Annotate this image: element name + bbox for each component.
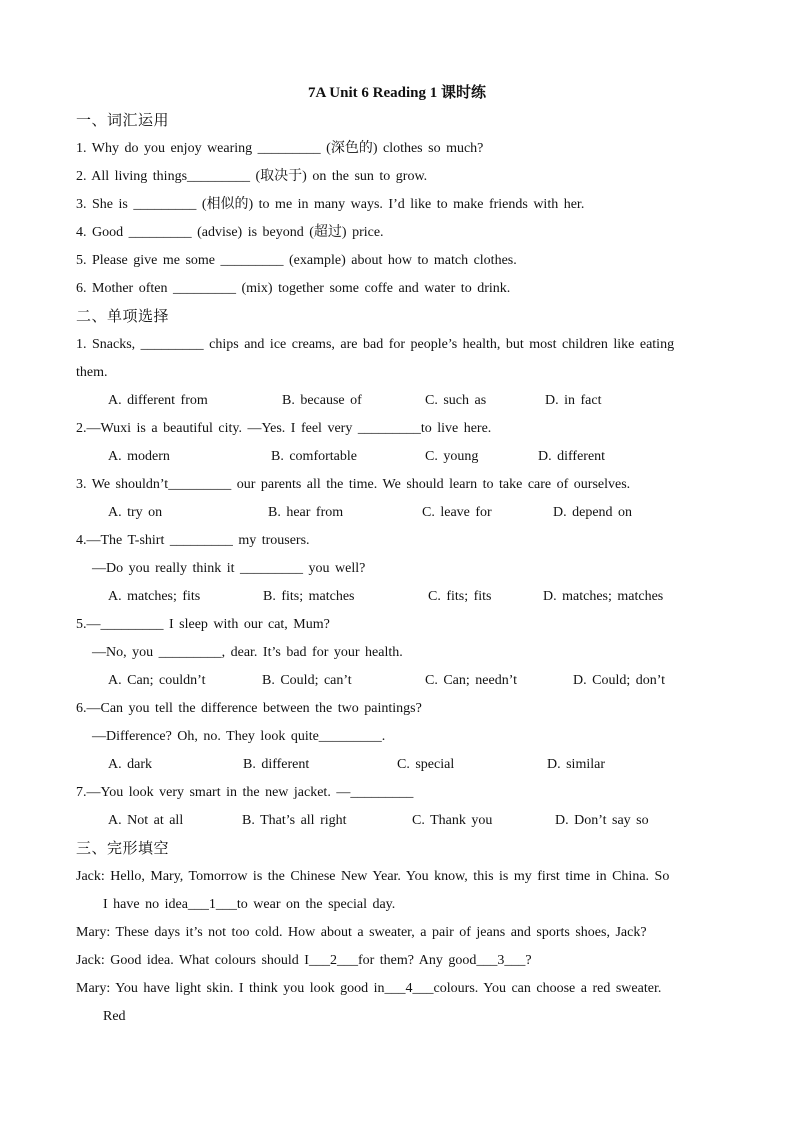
section-heading-multiple-choice: 二、单项选择 — [76, 309, 170, 325]
question-5-option-b: B. Could; can’t — [262, 673, 352, 688]
question-5-stem: 5.—_________ I sleep with our cat, Mum? — [76, 617, 330, 632]
cloze-line-3: Mary: These days it’s not too cold. How about a sweater, a pair of jeans and sports shoes, Jack? — [76, 925, 647, 940]
question-5-stem-reply: —No, you _________, dear. It’s bad for your health. — [92, 645, 403, 660]
question-2-option-a: A. modern — [108, 449, 170, 464]
vocab-item-2: 2. All living things_________ (取决于) on the sun to grow. — [76, 169, 428, 184]
question-7-stem: 7.—You look very smart in the new jacket. —_________ — [76, 785, 414, 800]
cloze-line-6: Red — [103, 1009, 126, 1024]
question-5-option-c: C. Can; needn’t — [425, 673, 518, 688]
question-7-option-d: D. Don’t say so — [555, 813, 649, 828]
question-6-option-b: B. different — [243, 757, 310, 772]
question-7-option-c: C. Thank you — [412, 813, 493, 828]
cloze-line-2: I have no idea___1___to wear on the special day. — [103, 897, 396, 912]
question-2-option-d: D. different — [538, 449, 606, 464]
question-5-option-a: A. Can; couldn’t — [108, 673, 206, 688]
question-6-option-a: A. dark — [108, 757, 152, 772]
question-6-option-d: D. similar — [547, 757, 605, 772]
question-1-option-c: C. such as — [425, 393, 487, 408]
question-6-stem: 6.—Can you tell the difference between the two paintings? — [76, 701, 422, 716]
vocab-item-3: 3. She is _________ (相似的) to me in many ways. I’d like to make friends with her. — [76, 197, 585, 212]
cloze-line-1: Jack: Hello, Mary, Tomorrow is the Chinese New Year. You know, this is my first time in China. So — [76, 869, 670, 884]
vocab-item-1: 1. Why do you enjoy wearing _________ (深色的) clothes so much? — [76, 141, 484, 156]
question-3-option-a: A. try on — [108, 505, 163, 520]
question-1-option-b: B. because of — [282, 393, 362, 408]
question-1-stem-continued: them. — [76, 365, 108, 380]
question-4-option-c: C. fits; fits — [428, 589, 492, 604]
cloze-line-5: Mary: You have light skin. I think you look good in___4___colours. You can choose a red sweater. — [76, 981, 662, 996]
question-1-option-d: D. in fact — [545, 393, 602, 408]
question-6-stem-reply: —Difference? Oh, no. They look quite_________. — [92, 729, 386, 744]
vocab-item-5: 5. Please give me some _________ (example) about how to match clothes. — [76, 253, 517, 268]
question-7-option-b: B. That’s all right — [242, 813, 347, 828]
section-heading-vocabulary: 一、词汇运用 — [76, 113, 170, 129]
question-3-stem: 3. We shouldn’t_________ our parents all the time. We should learn to take care of ourselves. — [76, 477, 631, 492]
question-4-option-d: D. matches; matches — [543, 589, 664, 604]
question-7-option-a: A. Not at all — [108, 813, 184, 828]
page-title: 7A Unit 6 Reading 1 课时练 — [308, 85, 486, 101]
question-4-option-b: B. fits; matches — [263, 589, 355, 604]
question-4-option-a: A. matches; fits — [108, 589, 201, 604]
question-2-option-b: B. comfortable — [271, 449, 357, 464]
section-heading-cloze: 三、完形填空 — [76, 841, 170, 857]
question-2-option-c: C. young — [425, 449, 479, 464]
question-1-option-a: A. different from — [108, 393, 208, 408]
question-4-stem: 4.—The T-shirt _________ my trousers. — [76, 533, 310, 548]
question-3-option-b: B. hear from — [268, 505, 344, 520]
question-2-stem: 2.—Wuxi is a beautiful city. —Yes. I feel very _________to live here. — [76, 421, 492, 436]
question-1-stem: 1. Snacks, _________ chips and ice creams, are bad for people’s health, but most children like eating — [76, 337, 675, 352]
vocab-item-4: 4. Good _________ (advise) is beyond (超过) price. — [76, 225, 384, 240]
question-4-stem-reply: —Do you really think it _________ you well? — [92, 561, 366, 576]
cloze-line-4: Jack: Good idea. What colours should I___2___for them? Any good___3___? — [76, 953, 532, 968]
question-3-option-d: D. depend on — [553, 505, 633, 520]
question-5-option-d: D. Could; don’t — [573, 673, 666, 688]
vocab-item-6: 6. Mother often _________ (mix) together some coffe and water to drink. — [76, 281, 511, 296]
question-6-option-c: C. special — [397, 757, 455, 772]
question-3-option-c: C. leave for — [422, 505, 492, 520]
